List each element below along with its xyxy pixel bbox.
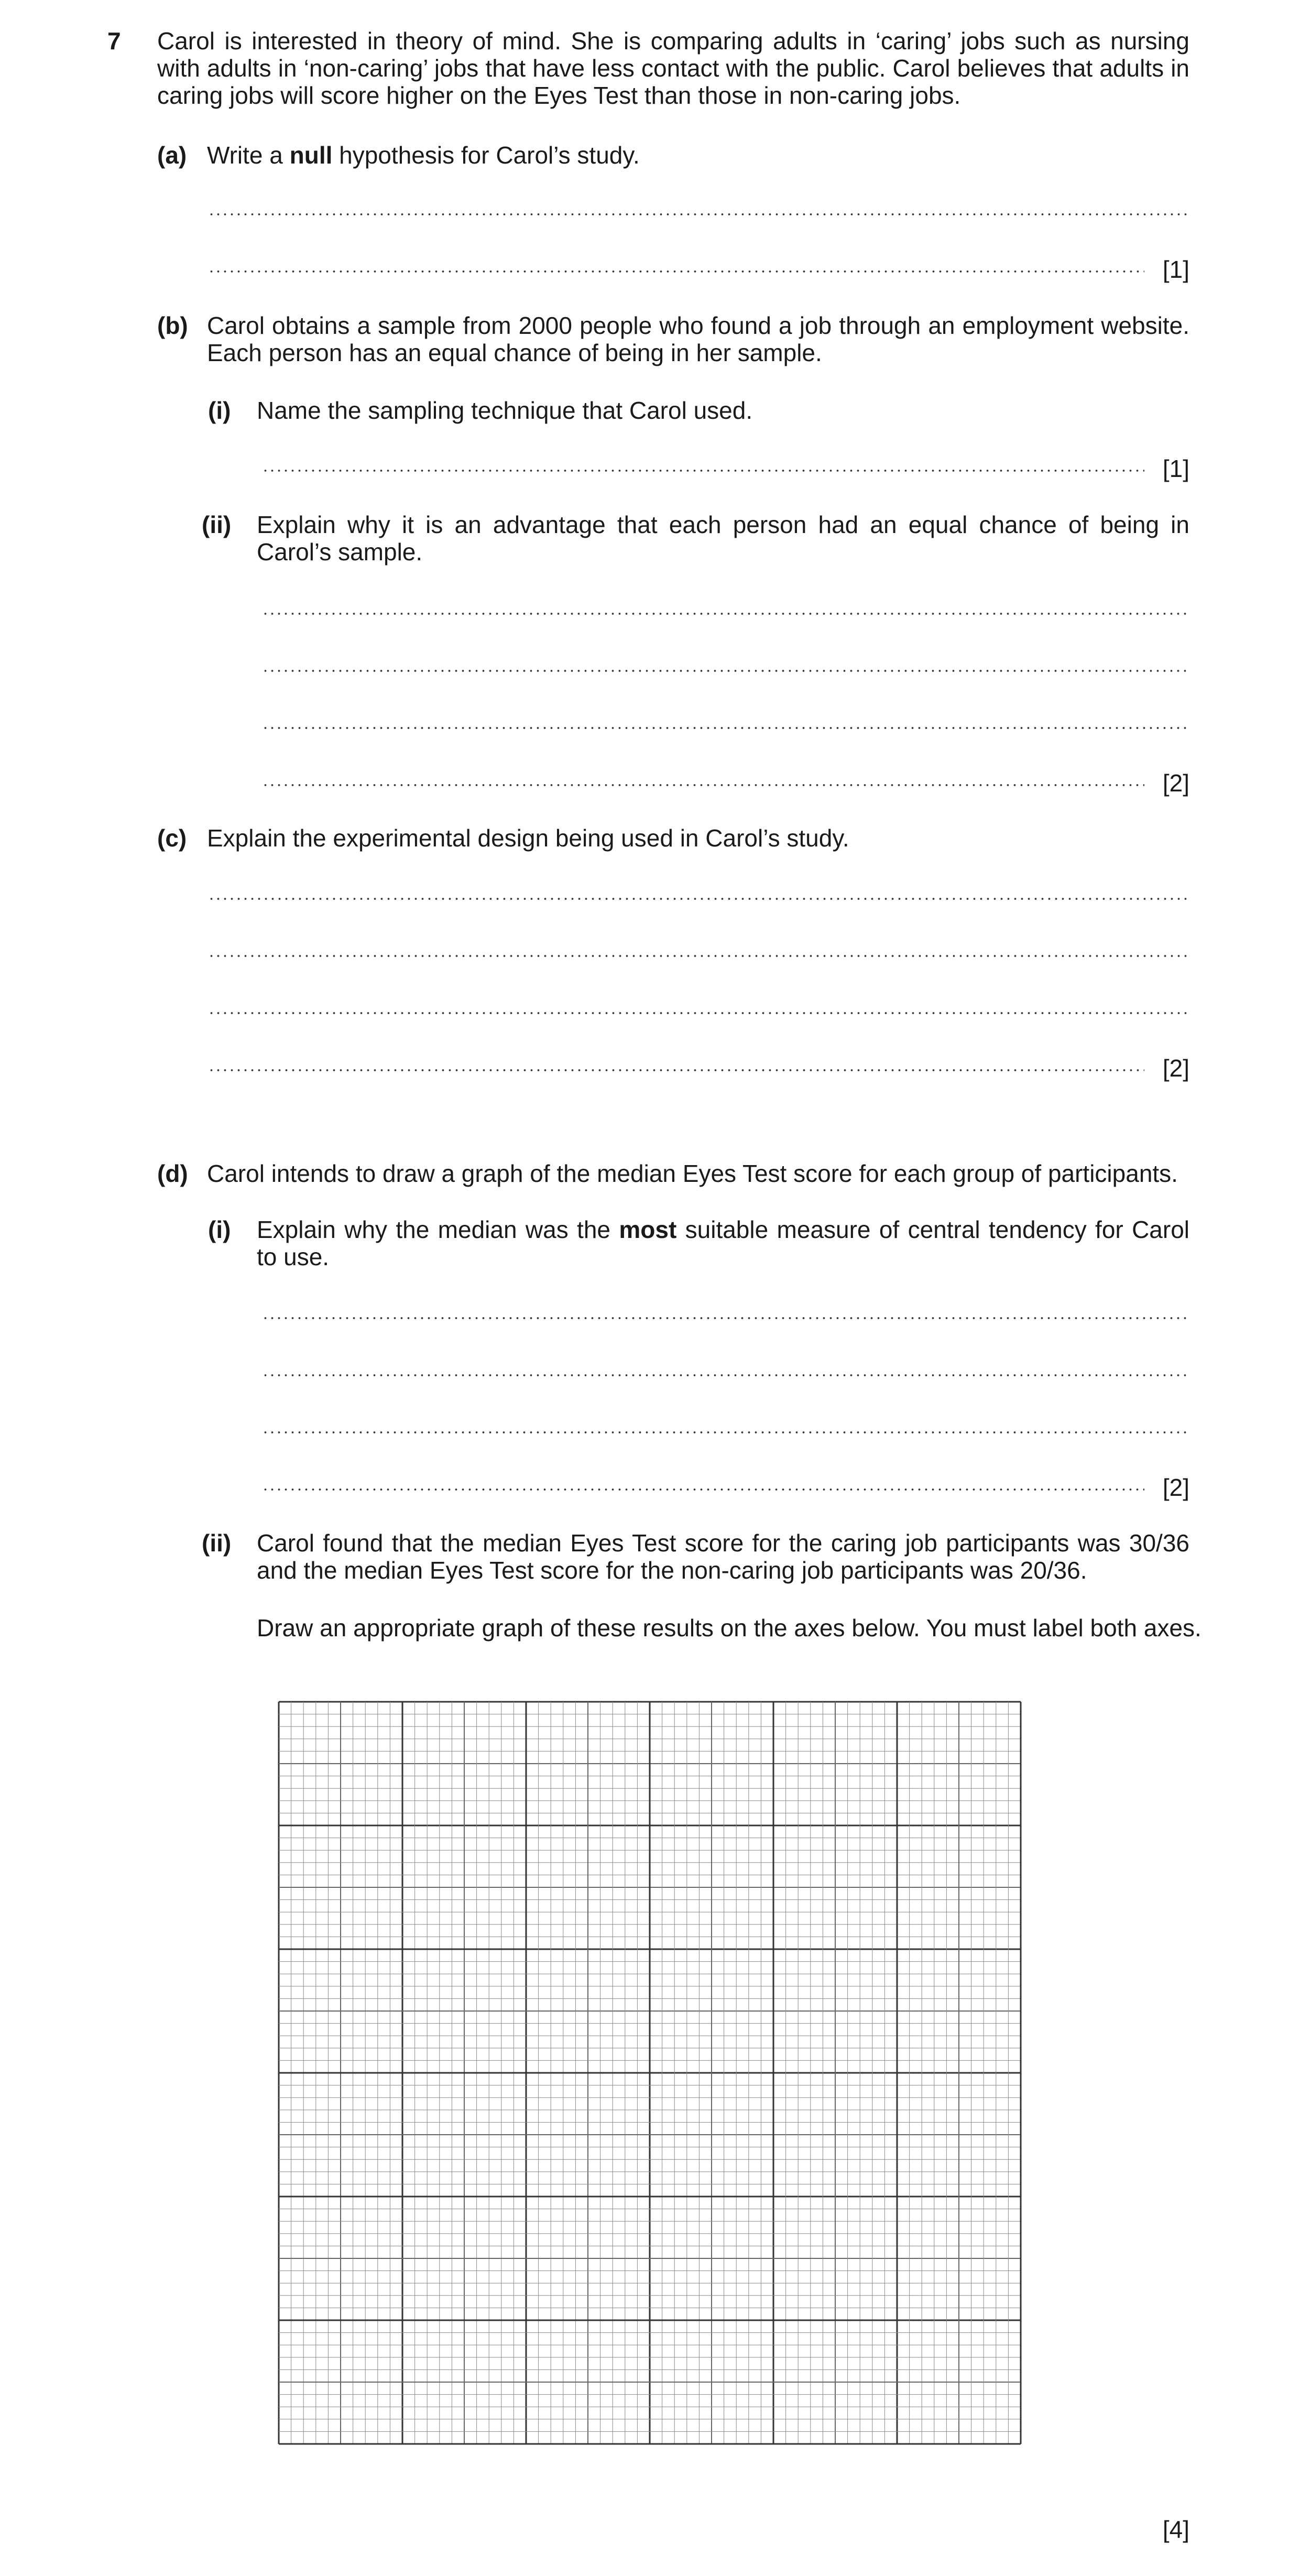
- part-b-i-label: (i): [208, 397, 231, 424]
- part-a-text-start: Write a: [207, 142, 290, 169]
- answer-line[interactable]: [262, 469, 1144, 472]
- answer-line[interactable]: [262, 612, 1189, 615]
- marks-label: [1]: [1162, 256, 1189, 283]
- part-b-i-text: Name the sampling technique that Carol used.: [257, 397, 753, 424]
- answer-line[interactable]: [262, 1431, 1189, 1434]
- part-b-label: (b): [157, 312, 188, 339]
- part-d-ii-label: (ii): [202, 1529, 232, 1557]
- answer-line[interactable]: [262, 1374, 1189, 1377]
- part-d-label: (d): [157, 1160, 188, 1187]
- marks-label: [2]: [1162, 1474, 1189, 1501]
- part-d-i-text-bold: most: [619, 1216, 677, 1243]
- marks-label: [1]: [1162, 455, 1189, 482]
- part-a-label: (a): [157, 142, 187, 169]
- answer-line[interactable]: [208, 1012, 1189, 1015]
- marks-label: [2]: [1162, 1055, 1189, 1082]
- answer-line[interactable]: [262, 669, 1189, 672]
- answer-line[interactable]: [262, 726, 1189, 730]
- answer-line[interactable]: [208, 213, 1189, 216]
- part-d-i-text-start: Explain why the median was the: [257, 1216, 619, 1243]
- answer-line[interactable]: [208, 954, 1189, 958]
- part-c-text: Explain the experimental design being used in Carol’s study.: [207, 824, 849, 852]
- part-d-text: Carol intends to draw a graph of the median Eyes Test score for each group of participants.: [207, 1160, 1178, 1187]
- part-d-i-label: (i): [208, 1216, 231, 1243]
- marks-label: [2]: [1162, 769, 1189, 797]
- answer-line[interactable]: [208, 897, 1189, 900]
- part-b-ii-label: (ii): [202, 511, 232, 538]
- part-d-i-text-end: suitable measure of central tendency for Carol to use.: [257, 1216, 1190, 1270]
- part-b-text: Carol obtains a sample from 2000 people who found a job through an employment website. Each person has an equal chance of being in her sample.: [207, 312, 1189, 366]
- part-a-text-bold: null: [289, 142, 333, 169]
- part-b-ii-text: Explain why it is an advantage that each person had an equal chance of being in Carol’s sample.: [257, 511, 1189, 566]
- answer-line[interactable]: [262, 1488, 1144, 1491]
- part-a-text-end: hypothesis for Carol’s study.: [332, 142, 640, 169]
- part-a-text: [207, 142, 1192, 169]
- graph-paper-grid[interactable]: [278, 1701, 1022, 2445]
- answer-line[interactable]: [208, 270, 1144, 273]
- marks-label: [4]: [1162, 2516, 1189, 2543]
- question-number: 7: [107, 27, 121, 55]
- answer-line[interactable]: [208, 1069, 1144, 1072]
- answer-line[interactable]: [262, 784, 1144, 787]
- part-c-label: (c): [157, 824, 187, 852]
- part-d-i-text: [257, 1216, 1189, 1270]
- part-d-ii-text: Carol found that the median Eyes Test score for the caring job participants was 30/36 and the median Eyes Test score for the non-caring job participants was 20/36.: [257, 1529, 1189, 1584]
- answer-line[interactable]: [262, 1317, 1189, 1320]
- question-stem: Carol is interested in theory of mind. She is comparing adults in ‘caring’ jobs such as nursing with adults in ‘non-caring’ jobs that have less contact with the public. Carol believes that adults in caring jobs will score higher on the Eyes Test than those in non-caring jobs.: [157, 27, 1189, 109]
- part-d-ii-instruction: Draw an appropriate graph of these results on the axes below. You must label both axes.: [257, 1614, 1201, 1642]
